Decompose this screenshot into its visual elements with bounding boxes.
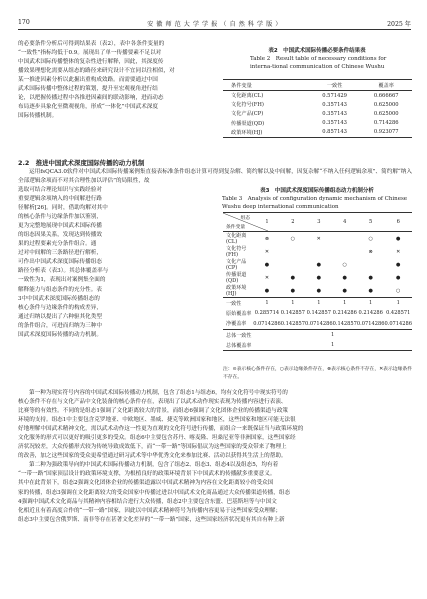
table-cell: ✕ [264,248,270,255]
table-cell [281,245,305,258]
text-line: 果的过程要素充分条件组合。通 [18,241,97,248]
table-cell: 1 [265,300,269,307]
text-line: 选取可结合理论知识与实践经验对 [18,187,102,193]
section-first-paragraph [18,168,412,186]
row-label: 传播渠道(QD) [226,272,247,284]
config-id: 4 [333,213,357,232]
config-id: 1 [253,213,281,232]
table-cell: 0.214286 [332,310,357,317]
table-cell: ● [396,235,401,242]
text-line: 中国武术国际传播整体的复杂性进行解释，因此，其深度传 [18,59,164,66]
config-id: 6 [384,213,412,232]
table-row [223,298,412,309]
row-label: 净覆盖率 [223,319,253,330]
text-line: 径解析[26]。同时，借助均解对其中 [18,205,108,212]
table-row [223,319,412,330]
table-cell: ● [396,261,401,268]
text-line: 好地理解中国武术精神文化，需以武术动作这一性更为直观的文化符号进行传播，而组合一来既保证当与政策环境的 [18,426,304,433]
table-row [223,258,412,271]
text-line: 核心条件不存在与文化产品中文化装备的核心条件存在，表现出了以武术动作现实表现为传播内容进行表演、 [18,399,287,406]
table3-corner-cell [223,213,253,232]
table-cell: 1 [369,300,373,307]
text-line: 的组态因果关系，发现达到传播效 [18,232,102,239]
table-cell: 文化产品(CP) [231,111,264,118]
text-line: 过对中间解的三条路径进行解析， [18,250,102,257]
table-cell: 0.428571 [386,310,411,317]
table2-header-row [223,80,412,91]
table2-header: 一致性 [309,80,361,91]
journal-title: 安 徽 师 范 大 学 学 报 （ 自 然 科 学 版 ） [147,21,282,28]
table-cell: 0.0714286 [384,319,412,330]
text-line: 3中中国武术深度国际传播组态的 [18,295,100,302]
text-line: 比赛等的有效性。不同的是组态1强调了文化距离较大的背景，而组态6强调了文化团体企业的传播渠道与政策 [18,408,289,415]
text-line: 国武术深度国际传播的动力机制。 [18,331,102,338]
table-cell: ● [264,261,270,268]
table2-caption [222,47,412,71]
running-header [18,19,411,30]
table-cell: ● [305,284,333,298]
text-line: 济状况较差，大众传播形式较为传统导致成效低下，而“一带一路”等国际倡议为这些国家的受众带来了物理上 [18,444,287,451]
table-cell: 0.285714 [254,310,280,317]
table-cell: 0.142857 [280,310,306,317]
text-line: 布局逐步具象化至微观视角，形成“一体化”中国武术深度 [18,104,158,111]
table-cell: 政策环境(HJ) [223,128,309,138]
corner-top-label: 组态 [240,216,251,221]
row-label: 总体一致性 [226,332,252,339]
table-cell: 0.357143 [322,110,347,117]
table-cell: 文化符号(FH) [231,102,264,109]
text-line: 一致性为1，表现出对案例集全面的 [18,277,106,284]
table-row [223,91,412,101]
table-cell: ○ [384,284,412,298]
text-line: 武术国际传播中整体过程的策划，提升至宏观视角进行结 [18,86,158,93]
table-cell: 0.142857 [281,319,305,330]
corner-bottom-label: 条件变量 [226,225,246,230]
table-cell: ○ [290,235,296,242]
table-row [223,340,412,351]
row-label: 政策环境(HJ) [223,284,253,298]
table-cell: 传播渠道(QD) [231,120,265,127]
text-line: 重要逻辑余项纳入的中间解进行路 [18,196,102,203]
table-row [223,128,412,138]
left-column-paragraph [18,186,214,340]
table2 [223,79,412,138]
text-line: 运用fsQCA3.0软件对中国武术国际传播案例集直接表标准条件组态计算可得到复杂解、简约解以及中间解，因复杂解“不纳入任何逻辑余项”、简约解“纳入全部逻辑余项而不对其合理性加以评估”的局限性，故 [18,169,412,185]
table3-title-cn: 表3 中国武术深度国际传播组态动力机制分析 [260,188,374,194]
table-cell: ● [342,274,347,281]
text-line: 第二种为强政策导向的中国武术国际传播动力机制，包含了组态2、组态3、组态4以及组态5，均有着 [29,462,279,469]
text-line: 某一推进因素分析以此掘出重构成效路。而需要通过中国 [18,77,158,84]
page-number: 170 [18,19,30,26]
text-line: 其中在此背景下，组态2强调文化团体企业的传播渠道露以中国武术精神为内容在文化距离较小的受众国 [18,480,274,487]
table-cell: ⊗ [368,248,373,255]
table-cell [333,245,357,258]
table-cell: ○ [368,235,373,242]
table-cell [305,245,333,258]
table-cell: 0.357143 [322,120,347,127]
table-cell: 0.857143 [309,128,361,138]
table-cell: 0.666667 [373,92,399,99]
table3-title-en: Table 3 Analysis of configuration dynamic mechanism of Chinese Wushu deep international communication [222,196,408,210]
text-line: 解释能力与组态条件的充分性。表 [18,286,102,293]
table-cell: ● [357,284,385,298]
text-line: 的改善，加之这些国家的受众更希望通过研习武术等中华优秀文化来参加比赛、活动以获得其生活上的帮助。 [18,453,287,460]
table-cell: 0.214286 [358,310,383,317]
table-cell: 1 [253,340,412,351]
table-cell: ✕ [264,274,270,281]
table-cell: 1 [343,300,347,307]
text-line: 路径分析表（表3）。其总体覆盖率与 [18,268,109,275]
text-line: 家的传播，组态3强调在文化距离较大的受众国家中传播过进以中国武术文化商品通过大众传播渠道传播，组态 [18,489,291,496]
intro-paragraph [18,40,214,121]
table-cell: 文化距离(CL) [231,93,264,100]
text-line: 国际传播机制。 [18,113,58,120]
table-cell: 0.0714286 [253,319,281,330]
text-line: 文化服务的形式可以更好的吸引更多的受众。组态6中主要包含苏丹、喀麦隆、坦桑尼亚等非洲国家，这些国家经 [18,435,296,442]
table-cell: 1 [396,300,400,307]
text-line: 化相近且有着高度合作的“一带一路”国家，因此以中国武术精神符号为传播内容更易于这些国家受众理解； [18,507,282,514]
text-line: “一带一路”国家顶层设计的政策环境支撑，为根植良好的政策环境背景下中国武术的传播献多重要意义。 [18,471,276,478]
table-cell: 1 [330,332,335,339]
row-label: 文化距离(CL) [226,233,247,245]
table-cell: ● [281,284,305,298]
table2-header: 条件变量 [223,80,309,91]
table-cell: ✕ [316,235,321,242]
table-cell: 0.714286 [373,120,399,127]
row-label: 总体覆盖率 [223,340,253,351]
table-row [223,308,412,318]
text-line: 可作出中国武术深度国际传播组态 [18,259,102,266]
text-line: 的核心条件与边缘条件加以鉴别， [18,214,102,221]
table-cell: 0.0714286 [357,319,385,330]
table-cell: ● [253,284,281,298]
text-line: 论，以把握传播过程中各推进因素间的联动影响，进而动态 [18,95,164,102]
text-line: 第一种为现实符号内容的中国武术国际传播动力机制，包含了组态1与组态6，均有文化符号中现实符号的 [29,390,288,396]
table-cell: 0.571429 [322,92,347,99]
table-cell: 0.923077 [360,128,412,138]
config-id: 5 [357,213,385,232]
table-cell: ⊗ [264,235,270,242]
table-row [223,119,412,128]
table-cell: 0.357143 [322,101,347,108]
table-cell: 0.625000 [373,110,399,117]
text-line: 环境的支持。组态1中主要包含克罗地亚、中欧地区、墨威、捷克等欧洲国家和地区，这些国家和地区可能无法很 [18,417,296,424]
text-line: 核心条件与边缘条件的构成差异， [18,304,102,311]
table-cell: ○ [342,261,347,268]
table-cell: ● [396,274,401,281]
table-cell: ● [333,284,357,298]
section-heading: 2.2 推进中国武术深度国际传播的动力机制 [18,159,145,167]
table-row [223,100,412,109]
table3-note: 注：⊙表示核心条件存在，○表示边缘条件存在，⊗表示核心条件不存在，✕表示边缘条件不存在。 [223,367,412,380]
row-label: 文化符号(FH) [226,246,247,258]
table-row [223,329,412,340]
table-row [223,284,412,298]
table-row [223,109,412,118]
table2-header: 覆盖率 [360,80,412,91]
text-line: 4强调中国武术文化商品与其精神内容相结合进行大众传播，组态2中主要包含东盟、巴基斯坦等与中国文 [18,498,277,505]
text-line: 播效果理想化需要从组态的路径来研究设计不宜同以往相似，对 [18,68,175,75]
table-cell: ● [316,261,322,268]
table-cell: 1 [291,300,295,307]
table-row [223,271,412,284]
table-row [223,245,412,258]
config-id: 3 [305,213,333,232]
row-label: 文化产品(CP) [226,259,247,271]
table-cell [281,258,305,271]
text-line: 组态3中主要包含俄罗斯、南非等存在甚著文化差异的“一带一路”国家，这些国家经济状况更有其自有种上新 [18,516,285,523]
table-cell [333,232,357,246]
text-line: 的必要条件分析后可得到结果表（表2），表中各条件变量的 [18,41,165,47]
text-line: 更为完整地展现中国武术国际传播 [18,223,102,230]
table-cell: 0.0714286 [305,319,333,330]
table-cell: 0.142857 [333,319,357,330]
table-row [223,232,412,246]
table-cell [357,258,385,271]
table3-header-row [223,213,412,232]
text-line: 通过归纳以提出了六种驱其化类型 [18,313,102,320]
row-label: 一致性 [226,300,242,307]
table-cell: 0.625000 [373,101,399,108]
table-cell: 1 [317,300,321,307]
table3 [223,212,412,351]
journal-year: 2025 年 [387,21,411,28]
config-id: 2 [281,213,305,232]
table-cell: 0.142857 [306,310,331,317]
table-cell: ● [290,274,296,281]
table2-title-en: Table 2 Result table of necessary conditions for interna-tional communication of Chinese Wushu [250,56,387,70]
table-cell: ● [368,274,373,281]
table3-caption [222,187,412,211]
text-line: “一致性”指标均低于0.9。展现出了单一传播要素不足以对 [18,50,162,57]
table-cell: ● [316,274,322,281]
body-paragraphs [18,389,412,525]
table-cell: ✕ [396,248,401,255]
text-line: 的条件组合，可进而归纳为三种中 [18,322,102,329]
table2-title-cn: 表2 中国武术国际传播必要条件结果表 [268,48,366,54]
row-label: 原始覆盖率 [226,310,252,317]
